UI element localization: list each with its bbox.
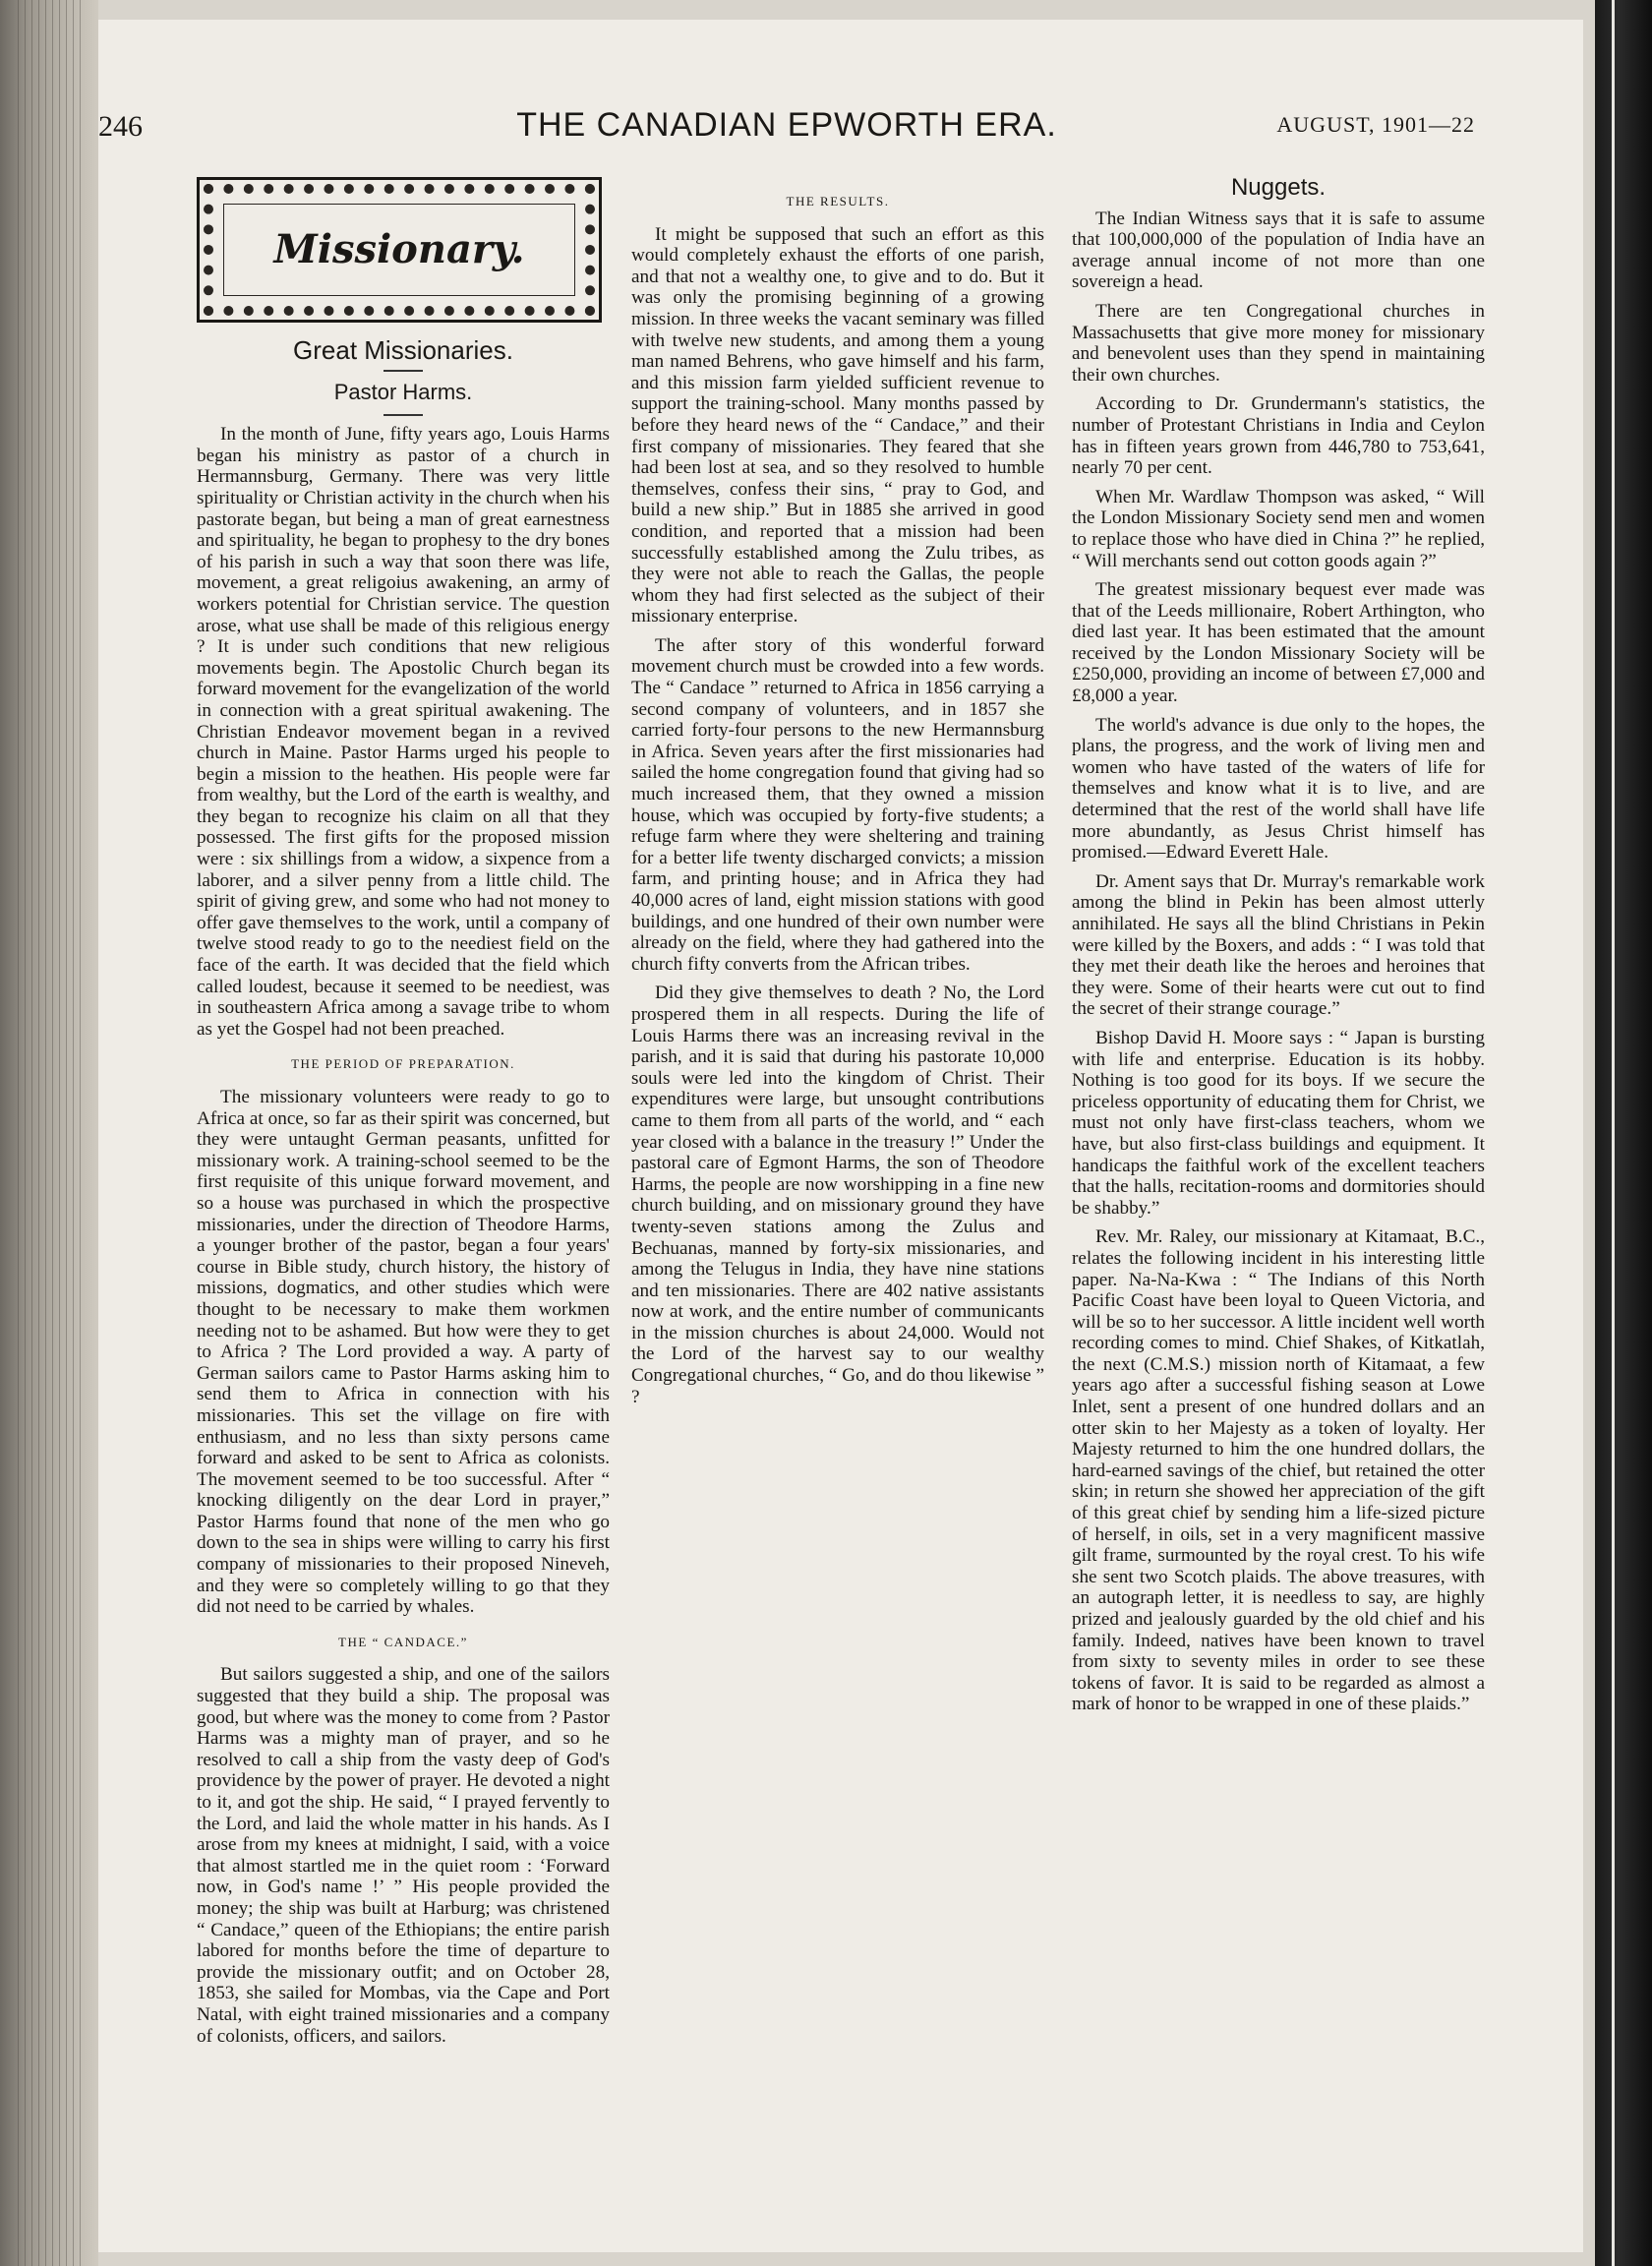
journal-title: THE CANADIAN EPWORTH ERA. — [516, 106, 1057, 144]
banner-frame — [223, 204, 575, 296]
divider — [384, 370, 423, 372]
scan-edge-line — [1612, 0, 1615, 2266]
paragraph: The world's advance is due only to the hopes, the plans, the progress, and the work of living men and women who have tasted of the waters of life for themselves and know what it is to live, and are determined that the rest of the world shall have life more abundantly, as Jesus Christ himself has promised.—Edward Everett Hale. — [1072, 714, 1485, 864]
section-heading: THE RESULTS. — [786, 194, 890, 209]
column-3 — [1072, 174, 1485, 1723]
article-subtitle: Pastor Harms. — [333, 379, 473, 404]
paragraph: Did they give themselves to death ? No, the Lord prospered them in all respects. During the life of Louis Harms there was an increasing revival in the parish, and it is said that during his pastorate 10,000 souls were led into the kingdom of Christ. Their expenditures were large, but unsought contributions came to them from all parts of the world, and “ each year closed with a balance in the treasury !” Under the pastoral care of Egmont Harms, the son of Theodore Harms, the people are now worshipping in a fine new church building, and on missionary ground they have twenty-seven stations among the Zulus and Bechuanas, manned by forty-six missionaries, and among the Telugus in India, they have nine stations and ten missionaries. There are 402 native assistants now at work, and the entire number of communicants in the mission churches is about 24,000. Would not the Lord of the harvest say to our wealthy Congregational churches, “ Go, and do thou likewise ” ? — [631, 983, 1044, 1407]
missionary-banner — [197, 177, 602, 323]
paragraph: The Indian Witness says that it is safe to assume that 100,000,000 of the population of India have an average annual income of not more than one sovereign a head. — [1072, 208, 1485, 293]
section-heading: THE “ CANDACE.” — [338, 1634, 468, 1649]
paragraph: Dr. Ament says that Dr. Murray's remarkable work among the blind in Pekin has been almost utterly annihilated. He says all the blind Christians in Pekin were killed by the Boxers, and adds : “ I was told that they met their death like the heroes and heroines that they were. Some of their hearts were cut out to find the secret of their strange courage.” — [1072, 870, 1485, 1020]
paragraph: Rev. Mr. Raley, our missionary at Kitamaat, B.C., relates the following incident in his interesting little paper. Na-Na-Kwa : “ The Indians of this North Pacific Coast have been loyal to Queen Victoria, and will be so to her successor. A little incident well worth recording comes to mind. Chief Shakes, of Kitkatlah, the next (C.M.S.) mission north of Kitamaat, a few years ago after a successful fishing season at Lowe Inlet, sent a present of one hundred dollars and an otter skin to her Majesty as a token of loyalty. Her Majesty returned to him the one hundred dollars, the hard-earned savings of the chief, but retained the otter skin; in return she showed her appreciation of the gift of this great chief by sending him a life-sized picture of herself, in oils, set in a very magnificent massive gilt frame, surmounted by the royal crest. To his wife she sent two Scotch plaids. The above treasures, with an autograph letter, it is needless to say, are highly prized and jealously guarded by the old chief and his family. Indeed, natives have been known to travel from sixty to seventy miles in order to see these tokens of favor. It is said to be regarded as almost a mark of honor to be wrapped in one of these plaids.” — [1072, 1226, 1485, 1715]
paragraph: In the month of June, fifty years ago, Louis Harms began his ministry as pastor of a church in Hermannsburg, Germany. There was very little spirituality or Christian activity in the church when his pastorate began, but being a man of great earnestness and spirituality, he began to prophesy to the dry bones of his parish in such a way that soon there was life, movement, a great religoius awakening, an army of workers potential for Christian service. The question arose, what use shall be made of this religious energy ? It is under such conditions that new religious movements begin. The Apostolic Church began its forward movement for the evangelization of the world in connection with a great spiritual awakening. The Christian Endeavor movement began in a revived church in Maine. Pastor Harms urged his people to begin a mission to the heathen. His people were far from wealthy, but the Lord of the earth is wealthy, and they began to recognize his claim on all that they possessed. The first gifts for the proposed mission were : six shillings from a widow, a sixpence from a laborer, and a silver penny from a little child. The spirit of giving grew, and some who had not money to offer gave themselves to the work, until a company of twelve stood ready to go to the neediest field on the face of the earth. It was decided that the field which called loudest, because it seemed to be neediest, was in southeastern Africa among a savage tribe to whom as yet the Gospel had not been preached. — [197, 424, 610, 1040]
book-binding — [0, 0, 98, 2266]
scan-edge — [1595, 0, 1652, 2266]
paragraph: But sailors suggested a ship, and one of the sailors suggested that they build a ship. The proposal was good, but where was the money to come from ? Pastor Harms was a mighty man of prayer, and so he resolved to call a ship from the vasty deep of God's providence by the power of prayer. He devoted a night to it, and got the ship. He said, “ I prayed fervently to the Lord, and laid the whole matter in his hands. As I arose from my knees at midnight, I said, with a voice that almost startled me in the quiet room : ‘Forward now, in God's name !’ ” His people provided the money; the ship was built at Harburg; was christened “ Candace,” queen of the Ethiopians; the entire parish labored for months before the time of departure to provide the missionary outfit; and on October 28, 1853, she sailed for Mombas, via the Cape and Port Natal, with eight trained missionaries and a company of colonists, officers, and sailors. — [197, 1664, 610, 2047]
banner-title: Missionary. — [273, 226, 525, 273]
divider — [384, 414, 423, 416]
paragraph: Bishop David H. Moore says : “ Japan is bursting with life and enterprise. Education is its hobby. Nothing is too good for its boys. If we secure the priceless opportunity of educating them for Christ, we must not only have first-class teachers, whom we have, but also first-class buildings and equipment. It handicaps the faithful work of the excellent teachers that the halls, recitation-rooms and dormitories should be shabby.” — [1072, 1027, 1485, 1219]
paragraph: When Mr. Wardlaw Thompson was asked, “ Will the London Missionary Society send men and women to replace those who have died in China ?” he replied, “ Will merchants send out cotton goods again ?” — [1072, 486, 1485, 571]
paragraph: It might be supposed that such an effort as this would completely exhaust the efforts of one parish, and that not a wealthy one, to give and to do. But it was only the promising beginning of a growing mission. In three weeks the vacant seminary was filled with twelve new students, and among them a young man named Behrens, who gave himself and his farm, and this mission farm yielded sufficient revenue to support the training-school. Many months passed by before they heard news of the “ Candace,” and their first company of missionaries. They feared that she had been lost at sea, and so they resolved to humble themselves, confess their sins, “ pray to God, and build a new ship.” But in 1885 she arrived in good condition, and reported that a mission had been successfully established among the Zulu tribes, as they were not able to reach the Gallas, the people whom they had first selected as the subject of their missionary enterprise. — [631, 223, 1044, 627]
column-1 — [197, 177, 610, 2055]
page-header — [98, 106, 1475, 155]
paragraph: There are ten Congregational churches in Massachusetts that give more money for missionary and benevolent uses than they spend in maintaining their own churches. — [1072, 300, 1485, 386]
article-title: Great Missionaries. — [293, 335, 513, 365]
paragraph: The greatest missionary bequest ever made was that of the Leeds millionaire, Robert Arthington, who died last year. It has been estimated that the amount received by the London Missionary Society will be £250,000, providing an income of between £7,000 and £8,000 a year. — [1072, 579, 1485, 707]
nuggets-title: Nuggets. — [1230, 174, 1327, 201]
page-number: 246 — [98, 110, 143, 143]
column-2 — [631, 177, 1044, 1415]
paragraph: The after story of this wonderful forward movement church must be crowded into a few words. The “ Candace ” returned to Africa in 1856 carrying a second company of volunteers, and in 1857 she carried forty-four persons to the new Hermannsburg in Africa. Seven years after the first missionaries had sailed the home congregation found that giving had so much increased them, that they owned a mission house, which was occupied by forty-five students; a refuge farm where they were sheltering and training for a better life twenty discharged convicts; a mission farm, and printing house; and in Africa they had 40,000 acres of land, eight mission stations with good buildings, and one hundred of their own number were already on the field, where they had gathered into the church fifty converts from the African tribes. — [631, 634, 1044, 975]
binding-page-edges — [18, 0, 87, 2266]
issue-date: AUGUST, 1901—22 — [1276, 112, 1475, 137]
section-heading: THE PERIOD OF PREPARATION. — [291, 1056, 515, 1072]
paragraph: According to Dr. Grundermann's statistics, the number of Protestant Christians in India and Ceylon has in fifteen years grown from 446,780 to 753,641, nearly 70 per cent. — [1072, 393, 1485, 479]
paragraph: The missionary volunteers were ready to go to Africa at once, so far as their spirit was concerned, but they were untaught German peasants, unfitted for missionary work. A training-school seemed to be the first requisite of this unique forward movement, and so a house was purchased in which the prospective missionaries, under the direction of Theodore Harms, a younger brother of the pastor, began a four years' course in Bible study, church history, the history of missions, dogmatics, and other studies which were thought to be necessary to make them workmen needing not to be ashamed. But how were they to get to Africa ? The Lord provided a way. A party of German sailors came to Pastor Harms asking him to send them to Africa in connection with his missionaries. This set the village on fire with enthusiasm, and no less than sixty persons came forward and asked to be sent to Africa as colonists. The movement seemed to be too successful. After “ knocking diligently on the dear Lord in prayer,” Pastor Harms found that none of the men who go down to the sea in ships were willing to carry his first company of missionaries to their proposed Nineveh, and they were so completely willing to go that they did not need to be carried by whales. — [197, 1087, 610, 1618]
